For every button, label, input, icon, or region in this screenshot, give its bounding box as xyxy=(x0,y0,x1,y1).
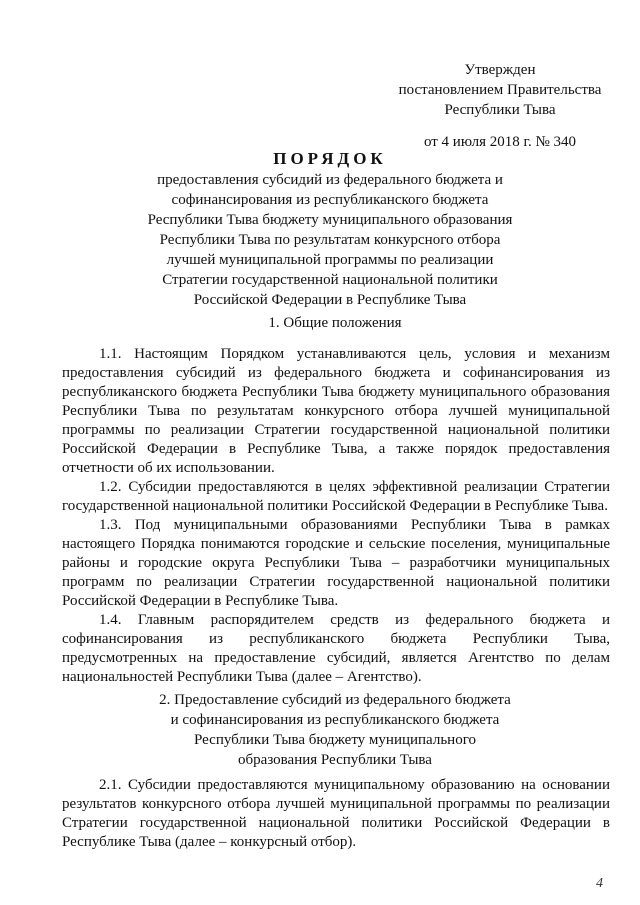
approval-line-1: Утвержден xyxy=(464,62,536,78)
section-1-body xyxy=(62,345,610,687)
subtitle-line: Стратегии государственной национальной политики xyxy=(162,272,498,288)
paragraph-1-3: 1.3. Под муниципальными образованиями Республики Тыва в рамках настоящего Порядка понимаются городские и сельские поселения, муниципальные районы и городские округа Республики Тыва – разработчики муниципальных программ по реализации Стратегии государственной национальной политики Российской Федерации в Республике Тыва. xyxy=(62,517,610,609)
approval-stamp xyxy=(380,60,620,152)
subtitle-line: софинансирования из республиканского бюджета xyxy=(171,192,489,208)
paragraph-1-4: 1.4. Главным распорядителем средств из федерального бюджета и софинансирования из республиканского бюджета Республики Тыва, предусмотренных на предоставление субсидий, является Агентство по делам национальностей Республики Тыва (далее – Агентство). xyxy=(62,612,610,685)
section-2-heading-line: 2. Предоставление субсидий из федерального бюджета xyxy=(159,692,511,708)
section-2-body xyxy=(62,776,610,852)
section-2-heading-line: Республики Тыва бюджету муниципального xyxy=(194,732,476,748)
page-mark: 4 xyxy=(596,876,603,891)
approval-line-3: Республики Тыва xyxy=(444,102,556,118)
approval-line-2: постановлением Правительства xyxy=(398,82,602,98)
section-2-heading-line: образования Республики Тыва xyxy=(238,752,432,768)
subtitle-line: Республики Тыва бюджету муниципального образования xyxy=(147,212,513,228)
paragraph-1-2: 1.2. Субсидии предоставляются в целях эффективной реализации Стратегии государственной национальной политики Российской Федерации в Республике Тыва. xyxy=(62,479,610,514)
subtitle-line: лучшей муниципальной программы по реализации xyxy=(166,252,494,268)
subtitle-line: Российской Федерации в Республике Тыва xyxy=(193,292,467,308)
paragraph-2-1: 2.1. Субсидии предоставляются муниципальному образованию на основании результатов конкурсного отбора лучшей муниципальной программы по реализации Стратегии государственной национальной политики Российской Федерации в Республике Тыва (далее – конкурсный отбор). xyxy=(62,777,610,850)
approval-date: от 4 июля 2018 г. № 340 xyxy=(423,134,577,150)
section-1-heading: 1. Общие положения xyxy=(268,315,402,331)
paragraph-1-1: 1.1. Настоящим Порядком устанавливаются цель, условия и механизм предоставления субсидий из федерального бюджета и софинансирования из республиканского бюджета Республики Тыва бюджету муниципального образования Республики Тыва по результатам конкурсного отбора лучшей муниципальной программы по реализации Стратегии государственной национальной политики Российской Федерации в Республике Тыва, а также порядок предоставления отчетности об их использовании. xyxy=(62,346,610,476)
document-title: ПОРЯДОК xyxy=(273,149,387,168)
subtitle-line: Республики Тыва по результатам конкурсного отбора xyxy=(159,232,501,248)
section-2-heading xyxy=(60,690,610,770)
document-title-block xyxy=(60,148,600,310)
section-2-heading-line: и софинансирования из республиканского бюджета xyxy=(170,712,500,728)
subtitle-line: предоставления субсидий из федерального бюджета и xyxy=(157,172,503,188)
